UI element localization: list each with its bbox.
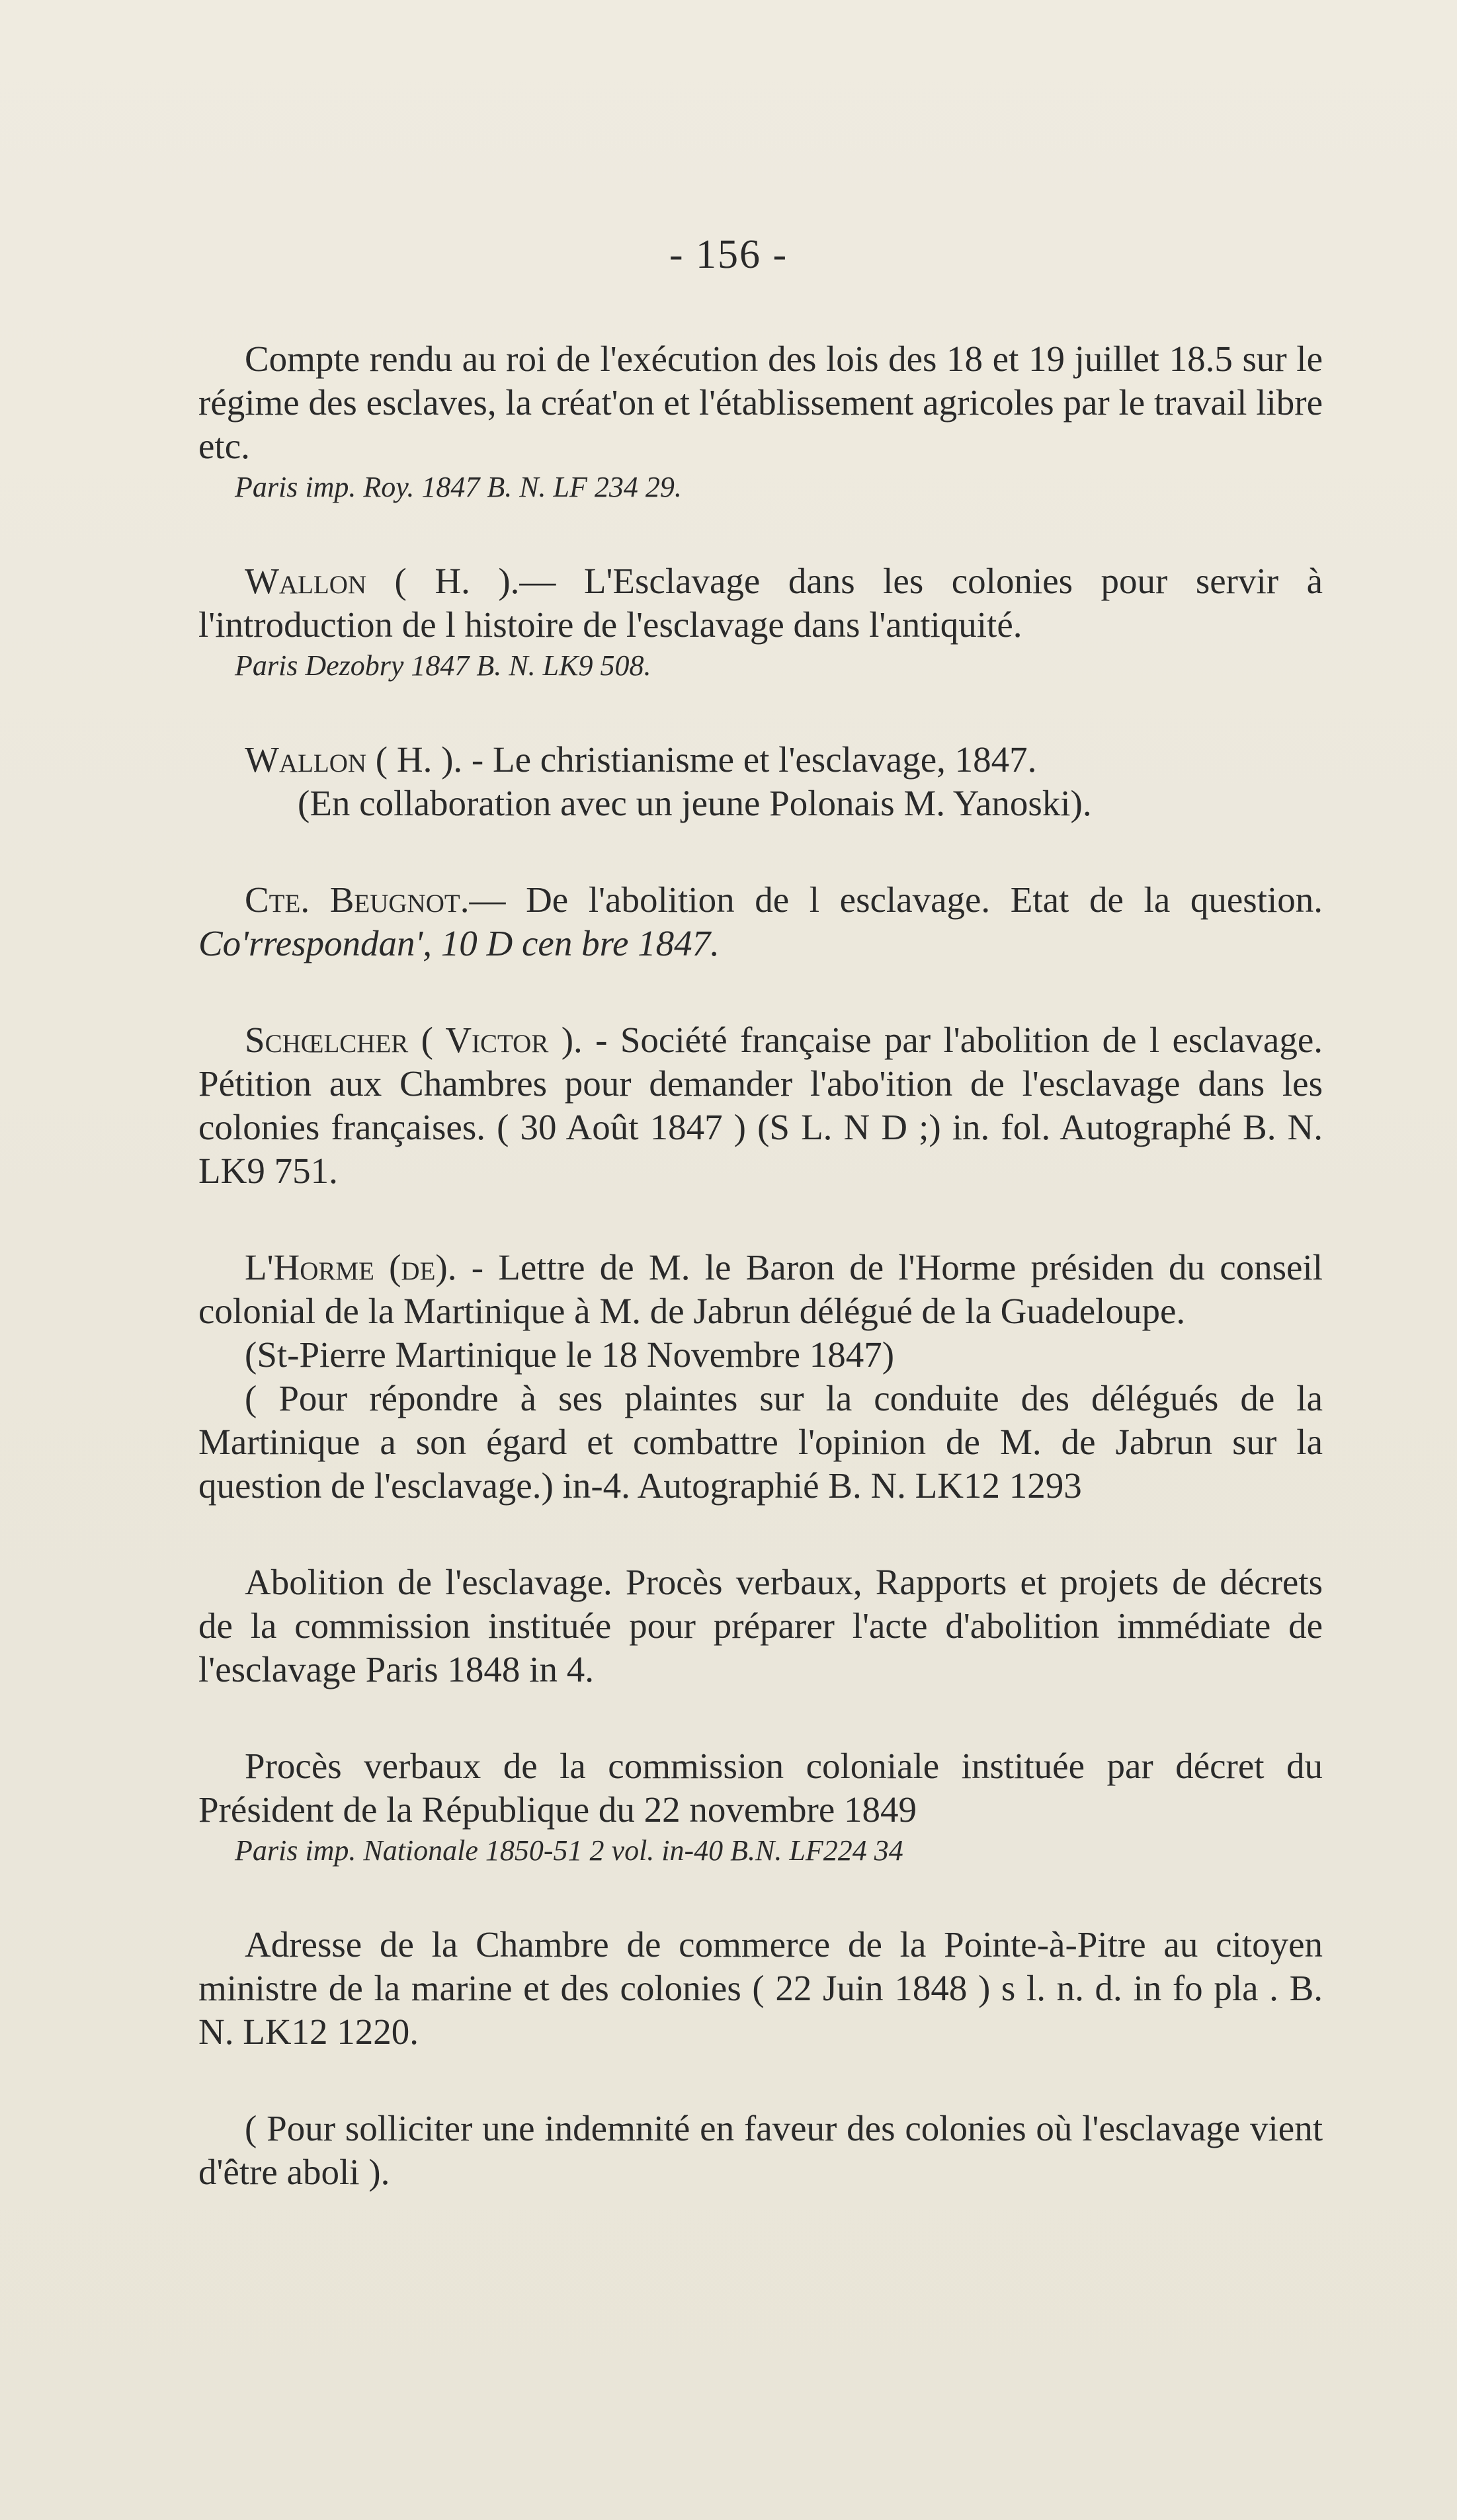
entry-text: [198, 559, 1323, 647]
entry-text: Procès verbaux de la commission coloniale instituée par décret du Président de la République du 22 novembre 1849: [198, 1746, 1323, 1830]
entry-author: Wallon ( H. ).: [245, 739, 463, 780]
entry-author: Schœlcher ( Victor ).: [245, 1020, 583, 1060]
entry-text: [198, 738, 1323, 782]
bibliography-entry: [198, 1246, 1323, 1508]
entry-author: Wallon ( H. ).: [245, 561, 520, 601]
entry-text: [198, 1246, 1323, 1333]
entry-body: — De l'abolition de l esclavage. Etat de la question.: [469, 879, 1323, 920]
entry-text: Abolition de l'esclavage. Procès verbaux, Rapports et projets de décrets de la commission instituée pour préparer l'acte d'abolition immédiate de l'esclavage Paris 1848 in 4.: [198, 1562, 1323, 1689]
bibliography-entry: [198, 2107, 1323, 2194]
page-number: - 156 -: [669, 232, 788, 277]
bibliography-entry: [198, 559, 1323, 685]
bibliography-entry: [198, 878, 1323, 965]
bibliography-entry: [198, 1018, 1323, 1193]
entry-citation: Paris imp. Roy. 1847 B. N. LF 234 29.: [235, 471, 682, 503]
bibliography-entry: [198, 337, 1323, 507]
bibliography-entry: [198, 1923, 1323, 2054]
bibliography-entries: [198, 337, 1323, 2247]
entry-citation: Paris Dezobry 1847 B. N. LK9 508.: [235, 649, 651, 682]
entry-note: (St-Pierre Martinique le 18 Novembre 1847): [245, 1334, 895, 1375]
entry-text: ( Pour solliciter une indemnité en faveur des colonies où l'esclavage vient d'être aboli ).: [198, 2108, 1323, 2192]
entry-body: - Société française par l'abolition de l esclavage. Pétition aux Chambres pour demander l'abo'ition de l'esclavage dans les colonies françaises. ( 30 Août 1847 ) (S L. N D ;) in. fol. Autographé B. N. LK9 751.: [198, 1020, 1323, 1191]
bibliography-entry: [198, 738, 1323, 825]
bibliography-entry: [198, 1561, 1323, 1691]
entry-text: Compte rendu au roi de l'exécution des lois des 18 et 19 juillet 18.5 sur le régime des esclaves, la créat'on et l'établissement agricoles par le travail libre etc.: [198, 339, 1323, 466]
entry-body: - Le christianisme et l'esclavage, 1847.: [471, 739, 1037, 780]
entry-body: - Lettre de M. le Baron de l'Horme présiden du conseil colonial de la Martinique à M. de Jabrun délégué de la Guadeloupe.: [198, 1247, 1323, 1331]
entry-author: L'Horme (de).: [245, 1247, 457, 1287]
entry-author: Cte. Beugnot.: [245, 879, 470, 920]
entry-note: (En collaboration avec un jeune Polonais M. Yanoski).: [298, 783, 1092, 823]
entry-note: ( Pour répondre à ses plaintes sur la conduite des délégués de la Martinique a son égard et combattre l'opinion de M. de Jabrun sur la question de l'esclavage.) in-4. Autographié B. N. LK12 1293: [198, 1378, 1323, 1506]
entry-text: [198, 878, 1323, 965]
entry-text: [198, 1018, 1323, 1193]
entry-body: — L'Esclavage dans les colonies pour servir à l'introduction de l histoire de l'esclavage dans l'antiquité.: [198, 561, 1323, 645]
entry-source: Co'rrespondan', 10 D cen bre 1847.: [198, 923, 720, 963]
entry-text: Adresse de la Chambre de commerce de la Pointe-à-Pitre au citoyen ministre de la marine et des colonies ( 22 Juin 1848 ) s l. n. d. in fo pla . B. N. LK12 1220.: [198, 1924, 1323, 2052]
entry-citation: Paris imp. Nationale 1850-51 2 vol. in-40 B.N. LF224 34: [235, 1834, 903, 1867]
bibliography-entry: [198, 1744, 1323, 1870]
